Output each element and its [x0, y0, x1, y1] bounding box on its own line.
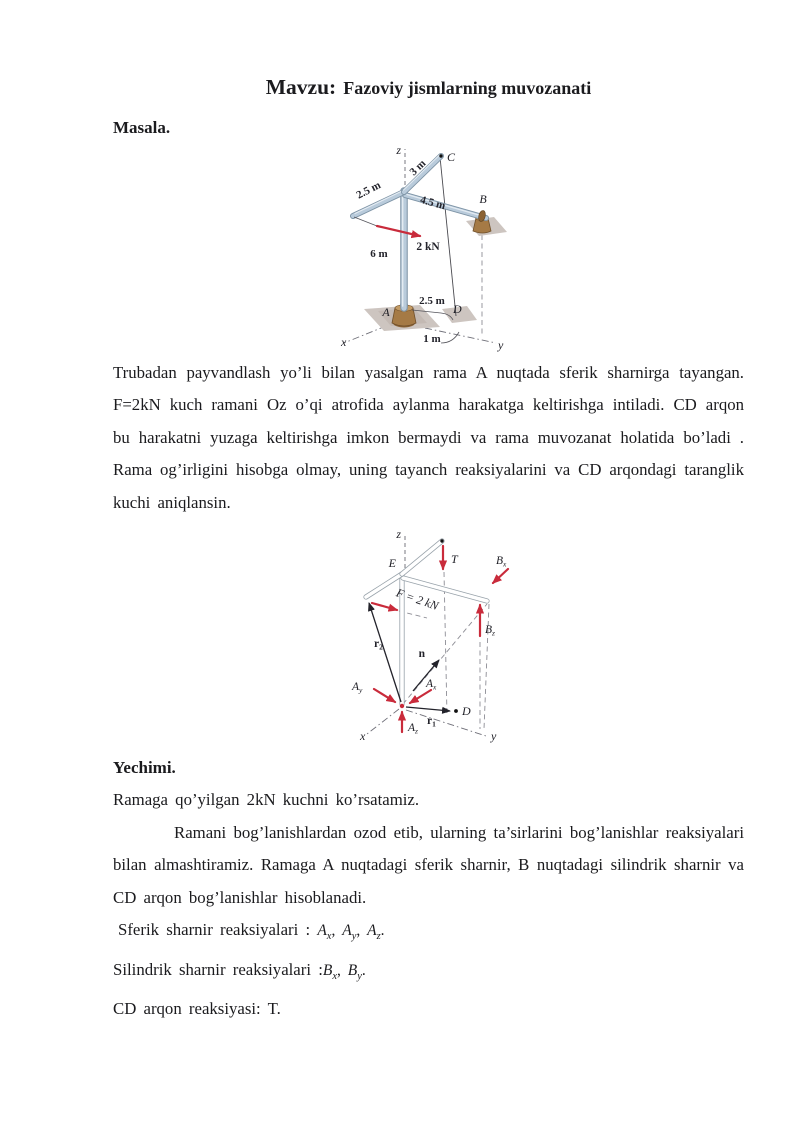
y-axis-line: [406, 710, 486, 736]
force-2kn-label: 2 kN: [416, 241, 440, 253]
r1-sub: 1: [432, 719, 436, 729]
az-label: [407, 722, 418, 736]
bz-base: B: [485, 624, 493, 636]
page-title: [113, 75, 744, 100]
ay-base: A: [352, 681, 360, 693]
title-prefix: Mavzu:: [265, 75, 337, 99]
cylindrical-math: [322, 961, 366, 982]
r1-vector: [406, 707, 450, 711]
ay-reaction-arrow: [374, 689, 395, 702]
bx-label: [496, 555, 507, 569]
bx-sub: x: [332, 970, 337, 982]
bz-label: [485, 624, 495, 638]
ay-sub: y: [359, 685, 363, 695]
bx-reaction-arrow: [493, 569, 508, 583]
force-leader-line: [354, 217, 377, 226]
c-projection-line: [444, 572, 447, 716]
r2-label: [374, 638, 383, 652]
y-axis-label: y: [491, 729, 497, 743]
bx-base: B: [496, 555, 504, 567]
fig2-guides: [367, 536, 489, 736]
r2-vector: [369, 603, 401, 702]
ay-sub: y: [351, 931, 357, 943]
ax-sub: x: [326, 931, 332, 943]
cord-reaction-line: CD arqon reaksiyasi: T.: [113, 999, 281, 1019]
dim-2-5m-bottom-label: 2.5 m: [419, 295, 445, 307]
point-c-label: C: [447, 150, 456, 164]
x-axis-line: [344, 326, 386, 343]
spherical-label: Sferik sharnir reaksiyalari :: [118, 920, 318, 940]
cable-cd: [440, 157, 456, 316]
dim-6m-label: 6 m: [370, 248, 388, 260]
spherical-reactions-line: [113, 914, 744, 954]
cylindrical-label: Silindrik sharnir reaksiyalari :: [113, 959, 323, 979]
solution-paragraph: Ramani bog’lanishlardan ozod etib, ularning ta’sirlarini bog’lanishlar reaksiyalari bilan almashtiramiz. Ramaga A nuqtadagi sferik sharnir, B nuqtadagi silindrik sharnir va CD arqon bog’lanishlar hisoblanadi.: [113, 822, 744, 907]
ax-label: [425, 678, 437, 692]
period: .: [361, 961, 366, 979]
spherical-math: [317, 922, 385, 943]
bx-sub: x: [503, 559, 507, 569]
point-e-label: E: [388, 556, 396, 570]
y-axis-label: y: [498, 338, 504, 352]
r2-base: r: [374, 638, 380, 650]
masala-heading: Masala.: [113, 118, 171, 137]
az-sub: z: [376, 931, 381, 943]
ax-base: A: [426, 678, 434, 690]
point-d-label: D: [453, 302, 462, 316]
point-d-dot: [454, 709, 458, 713]
dim-3m-label: 3 m: [407, 157, 429, 179]
title-main: Fazoviy jismlarning muvozanati: [343, 78, 592, 98]
z-axis-label: z: [396, 143, 401, 157]
ax-term: A: [317, 922, 327, 940]
ay-label: [351, 681, 363, 695]
x-axis-line: [367, 709, 399, 734]
by-term: B: [347, 961, 358, 979]
point-c-dot: [440, 539, 443, 542]
r1-base: r: [427, 715, 433, 727]
r1-label: [427, 715, 436, 729]
separator: ,: [331, 922, 343, 940]
period: .: [380, 922, 385, 940]
b-projection-line: [484, 604, 489, 729]
dim-2-5m-label: 2.5 m: [354, 179, 383, 202]
point-a-dot: [400, 704, 404, 708]
force-f-label: F = 2 kN: [394, 585, 441, 613]
figure-frame-diagram: [330, 139, 552, 354]
separator: ,: [356, 922, 368, 940]
yechimi-heading: Yechimi.: [113, 758, 176, 777]
force-arrow: [377, 226, 420, 236]
ay-term: A: [342, 922, 352, 940]
x-axis-label: x: [360, 729, 366, 743]
force-f-arrow: [372, 603, 397, 610]
r2-sub: 2: [379, 642, 383, 652]
x-axis-label: x: [341, 335, 347, 349]
dim-4-5m-label: 4.5 m: [418, 193, 447, 213]
tension-t-label: T: [451, 552, 458, 566]
cylindrical-reactions-line: [113, 954, 744, 994]
ax-sub: x: [433, 682, 437, 692]
solution-section: [113, 752, 744, 1025]
dim-1m-label: 1 m: [423, 333, 441, 345]
ax-reaction-arrow: [410, 690, 431, 703]
fig2-labels: [351, 527, 507, 743]
az-sub: z: [415, 726, 418, 736]
n-label: n: [418, 648, 425, 660]
z-axis-label: z: [396, 527, 401, 541]
fig1-force: [354, 217, 420, 236]
problem-text: Trubadan payvandlash yo’li bilan yasalgan rama A nuqtada sferik sharnirga tayangan. F=2kN kuch ramani Oz o’qi atrofida aylanma harakatga keltirishga intiladi. CD arqon bu harakatni yuzaga keltirishga imkon bermaydi va rama muvozanat holatida bo’ladi . Rama og’irligini hisobga olmay, uning tayanch reaksiyalarini va CD arqondagi taranglik kuchi aniqlansin.: [113, 363, 744, 512]
point-d-label: D: [462, 704, 471, 718]
by-sub: y: [357, 970, 362, 982]
point-c-dot: [439, 154, 442, 157]
separator: ,: [337, 961, 348, 979]
point-b-label: B: [479, 192, 487, 206]
solution-first-line: Ramaga qo’yilgan 2kN kuchni ko’rsatamiz.: [113, 790, 420, 810]
az-term: A: [367, 922, 377, 940]
point-a-label: A: [382, 305, 390, 319]
figure-free-body-diagram: [330, 524, 545, 756]
bz-sub: z: [492, 628, 495, 638]
az-base: A: [408, 722, 416, 734]
fig1-frame-tubes: [353, 154, 486, 308]
bx-term: B: [322, 961, 333, 979]
